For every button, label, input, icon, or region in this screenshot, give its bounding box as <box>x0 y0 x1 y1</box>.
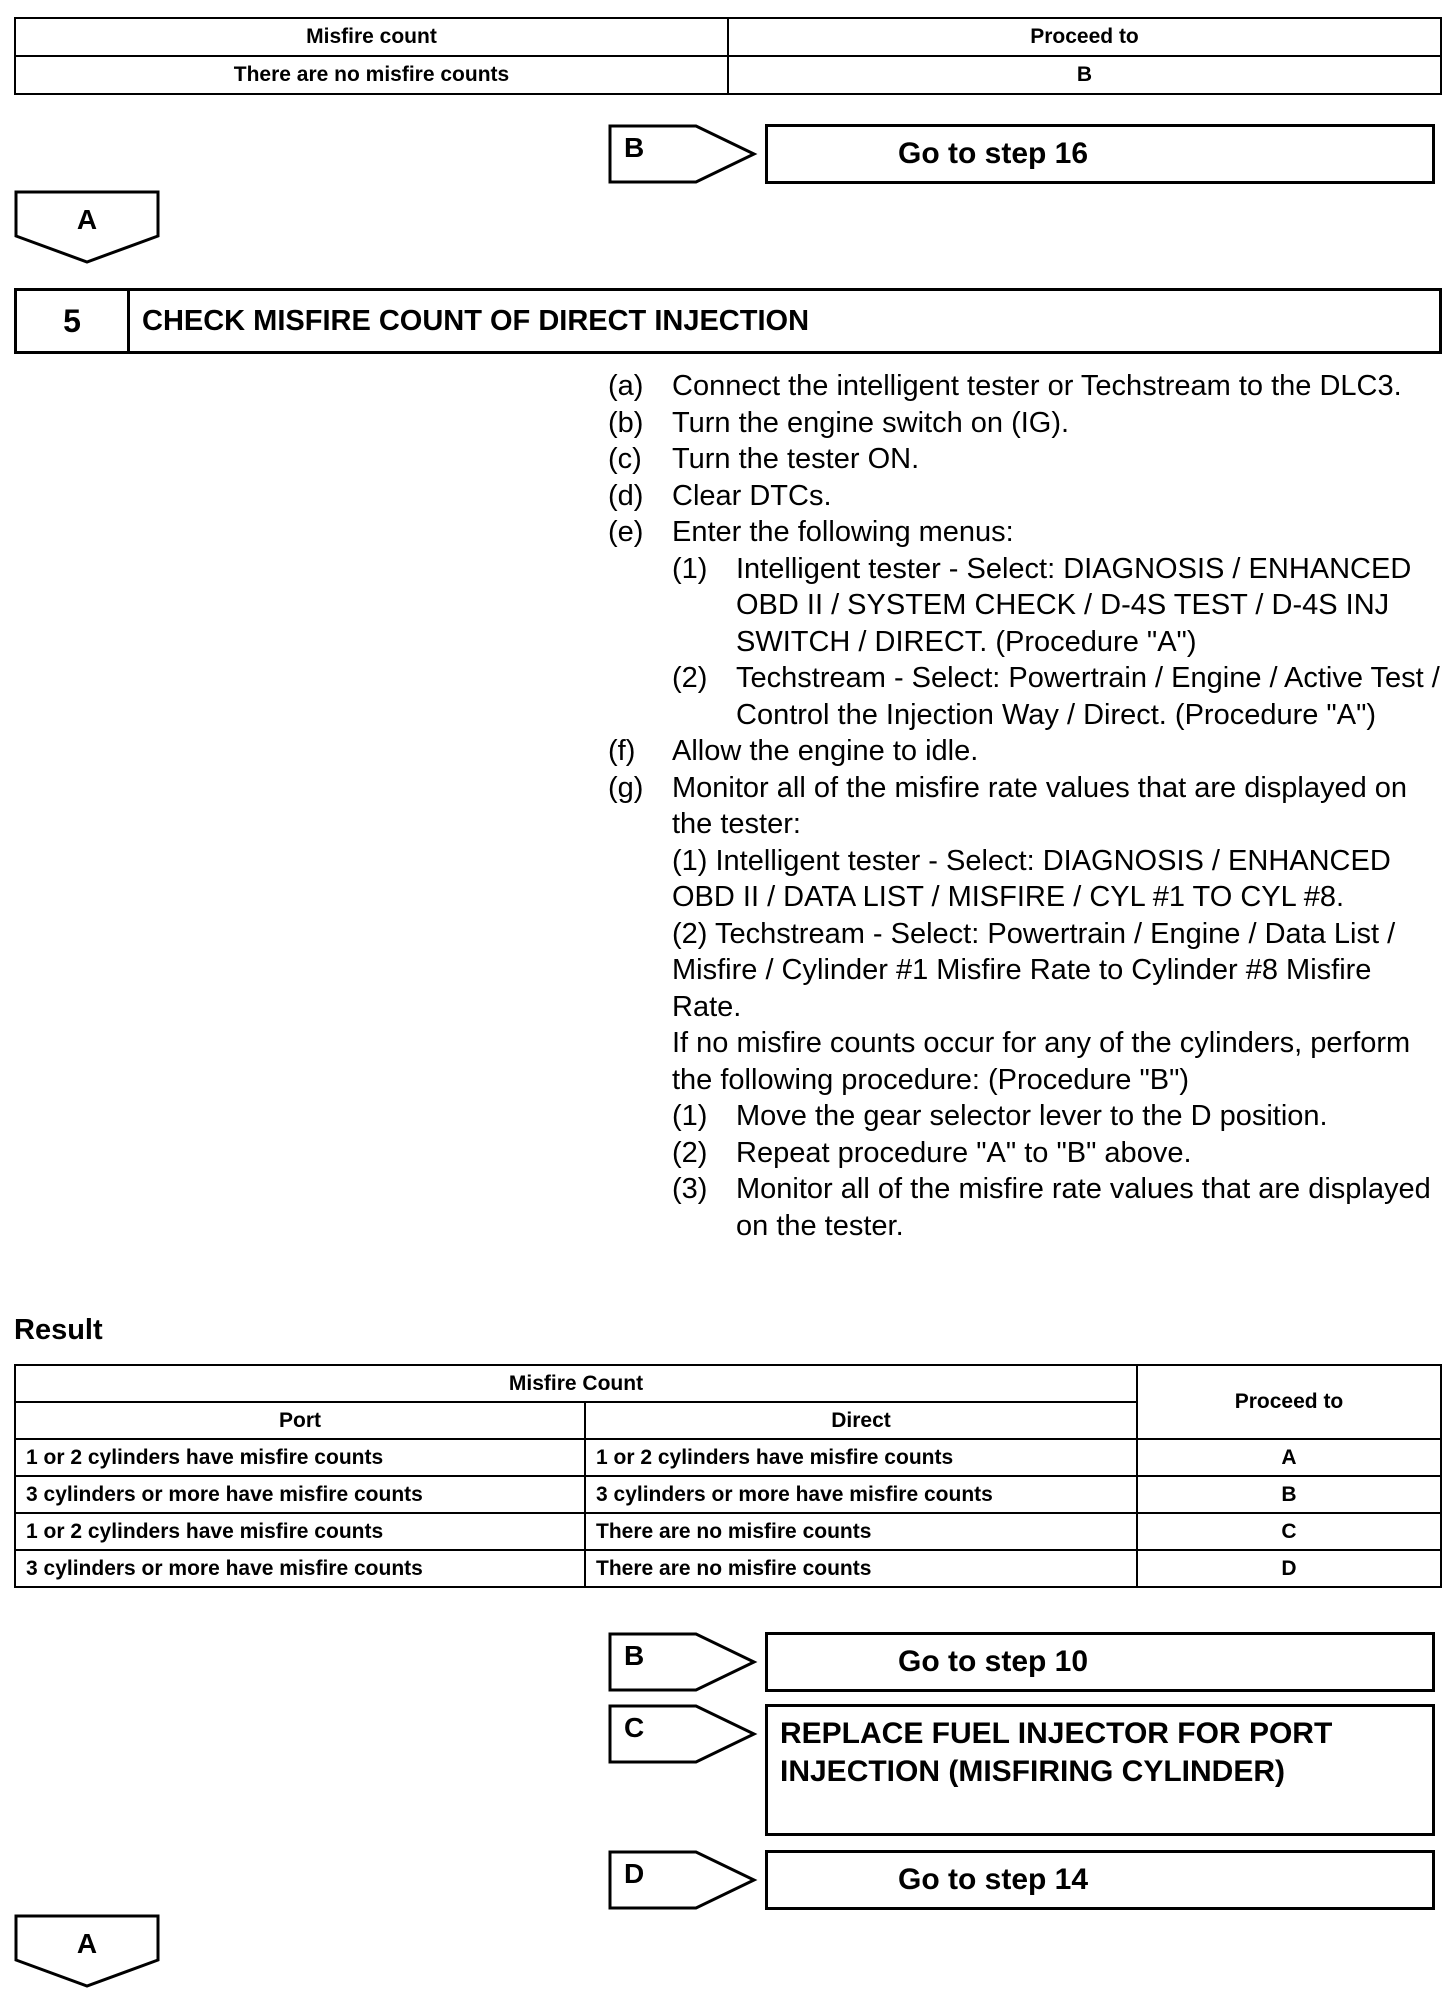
table-row <box>15 1550 1441 1587</box>
cell-proceed-to: B <box>728 56 1441 94</box>
cell-direct: There are no misfire counts <box>585 1550 1137 1587</box>
table-row <box>15 56 1441 94</box>
cell-proceed: A <box>1137 1439 1441 1476</box>
proceed-table-top <box>14 17 1442 95</box>
instruction-e1 <box>608 551 1448 661</box>
cell-misfire-count: There are no misfire counts <box>15 56 728 94</box>
header-misfire-count: Misfire Count <box>15 1365 1137 1402</box>
step-title: CHECK MISFIRE COUNT OF DIRECT INJECTION <box>142 305 810 337</box>
branch-result-box: Go to step 10 <box>765 1632 1435 1692</box>
instruction-label: (d) <box>608 479 644 512</box>
instruction-label: (e) <box>608 516 644 548</box>
table-header-row <box>15 1365 1441 1402</box>
instruction-text: Allow the engine to idle. <box>672 735 979 767</box>
cell-direct: 3 cylinders or more have misfire counts <box>585 1476 1137 1513</box>
instruction-e <box>608 514 1448 551</box>
instruction-g3 <box>608 1171 1448 1244</box>
branch-tag-arrow <box>608 1850 758 1910</box>
instruction-text: Monitor all of the misfire rate values that are displayed on the tester: <box>672 771 1408 840</box>
instruction-b <box>608 405 1448 442</box>
cell-direct: 1 or 2 cylinders have misfire counts <box>585 1439 1137 1476</box>
table-row <box>15 1513 1441 1550</box>
instruction-a <box>608 368 1448 405</box>
header-misfire-count: Misfire count <box>15 18 728 56</box>
header-port: Port <box>15 1402 585 1439</box>
step-header <box>14 288 1442 354</box>
table-header-row <box>15 18 1441 56</box>
table-row <box>15 1439 1441 1476</box>
cell-port: 1 or 2 cylinders have misfire counts <box>15 1513 585 1550</box>
instruction-label: (2) <box>672 662 708 694</box>
cell-proceed: C <box>1137 1513 1441 1550</box>
branch-result-box: Go to step 16 <box>765 124 1435 184</box>
header-proceed-to: Proceed to <box>1137 1365 1441 1439</box>
branch-letter: B <box>624 132 645 163</box>
instruction-text: Techstream - Select: Powertrain / Engine / Active Test / Control the Injection Way / Direct. (Procedure "A") <box>736 662 1440 731</box>
instruction-label: (2) <box>672 1136 708 1169</box>
cell-direct: There are no misfire counts <box>585 1513 1137 1550</box>
branch-letter: B <box>624 1640 645 1671</box>
continue-tag-a <box>14 1914 160 1990</box>
tag-letter: A <box>76 1928 98 1959</box>
instruction-g <box>608 770 1448 1099</box>
instruction-text: Enter the following menus: <box>672 516 1014 548</box>
branch-letter: C <box>624 1712 645 1743</box>
instruction-label: (g) <box>608 771 644 804</box>
instruction-g2 <box>608 1135 1448 1172</box>
header-proceed-to: Proceed to <box>728 18 1441 56</box>
instruction-c <box>608 441 1448 478</box>
instruction-label: (a) <box>608 370 644 402</box>
instruction-text: Monitor all of the misfire rate values that are displayed on the tester. <box>736 1173 1431 1242</box>
instruction-d <box>608 478 1448 515</box>
instruction-paragraph: (2) Techstream - Select: Powertrain / Engine / Data List / Misfire / Cylinder #1 Misfire Rate to Cylinder #8 Misfire Rate. <box>672 917 1396 1023</box>
branch-letter: D <box>624 1858 645 1889</box>
header-direct: Direct <box>585 1402 1137 1439</box>
instruction-text-group <box>672 770 1448 1099</box>
instruction-text: Clear DTCs. <box>672 479 832 512</box>
instructions <box>608 368 1448 1244</box>
instruction-text: Move the gear selector lever to the D position. <box>736 1100 1328 1132</box>
branch-tag-arrow <box>608 1704 758 1764</box>
continue-tag-a <box>14 190 160 266</box>
result-heading: Result <box>14 1314 103 1346</box>
instruction-label: (f) <box>608 735 636 767</box>
cell-port: 3 cylinders or more have misfire counts <box>15 1476 585 1513</box>
cell-proceed: D <box>1137 1550 1441 1587</box>
instruction-label: (1) <box>672 552 708 585</box>
branch-tag-arrow <box>608 1632 758 1692</box>
instruction-text: Connect the intelligent tester or Techstream to the DLC3. <box>672 370 1402 402</box>
branch-result-box: Go to step 14 <box>765 1850 1435 1910</box>
cell-proceed: B <box>1137 1476 1441 1513</box>
instruction-text: Repeat procedure "A" to "B" above. <box>736 1136 1192 1169</box>
instruction-text: Turn the tester ON. <box>672 443 920 475</box>
cell-port: 1 or 2 cylinders have misfire counts <box>15 1439 585 1476</box>
result-table <box>14 1364 1442 1588</box>
tag-letter: A <box>76 204 98 235</box>
instruction-label: (1) <box>672 1100 708 1132</box>
instruction-paragraph: (1) Intelligent tester - Select: DIAGNOSIS / ENHANCED OBD II / DATA LIST / MISFIRE / CYL #1 TO CYL #8. <box>672 844 1391 913</box>
instruction-paragraph: If no misfire counts occur for any of the cylinders, perform the following procedure: (Procedure "B") <box>672 1027 1411 1096</box>
instruction-f <box>608 733 1448 770</box>
branch-tag-arrow <box>608 124 758 184</box>
instruction-e2 <box>608 660 1448 733</box>
table-row <box>15 1476 1441 1513</box>
instruction-label: (3) <box>672 1173 708 1205</box>
step-number: 5 <box>17 291 130 351</box>
instruction-g1 <box>608 1098 1448 1135</box>
instruction-label: (b) <box>608 406 644 439</box>
branch-result-box: REPLACE FUEL INJECTOR FOR PORT INJECTION (MISFIRING CYLINDER) <box>765 1704 1435 1836</box>
instruction-text: Turn the engine switch on (IG). <box>672 406 1070 439</box>
instruction-text: Intelligent tester - Select: DIAGNOSIS / ENHANCED OBD II / SYSTEM CHECK / D-4S TEST / D-4S INJ SWITCH / DIRECT. (Procedure "A") <box>736 552 1412 658</box>
cell-port: 3 cylinders or more have misfire counts <box>15 1550 585 1587</box>
instruction-label: (c) <box>608 443 642 475</box>
